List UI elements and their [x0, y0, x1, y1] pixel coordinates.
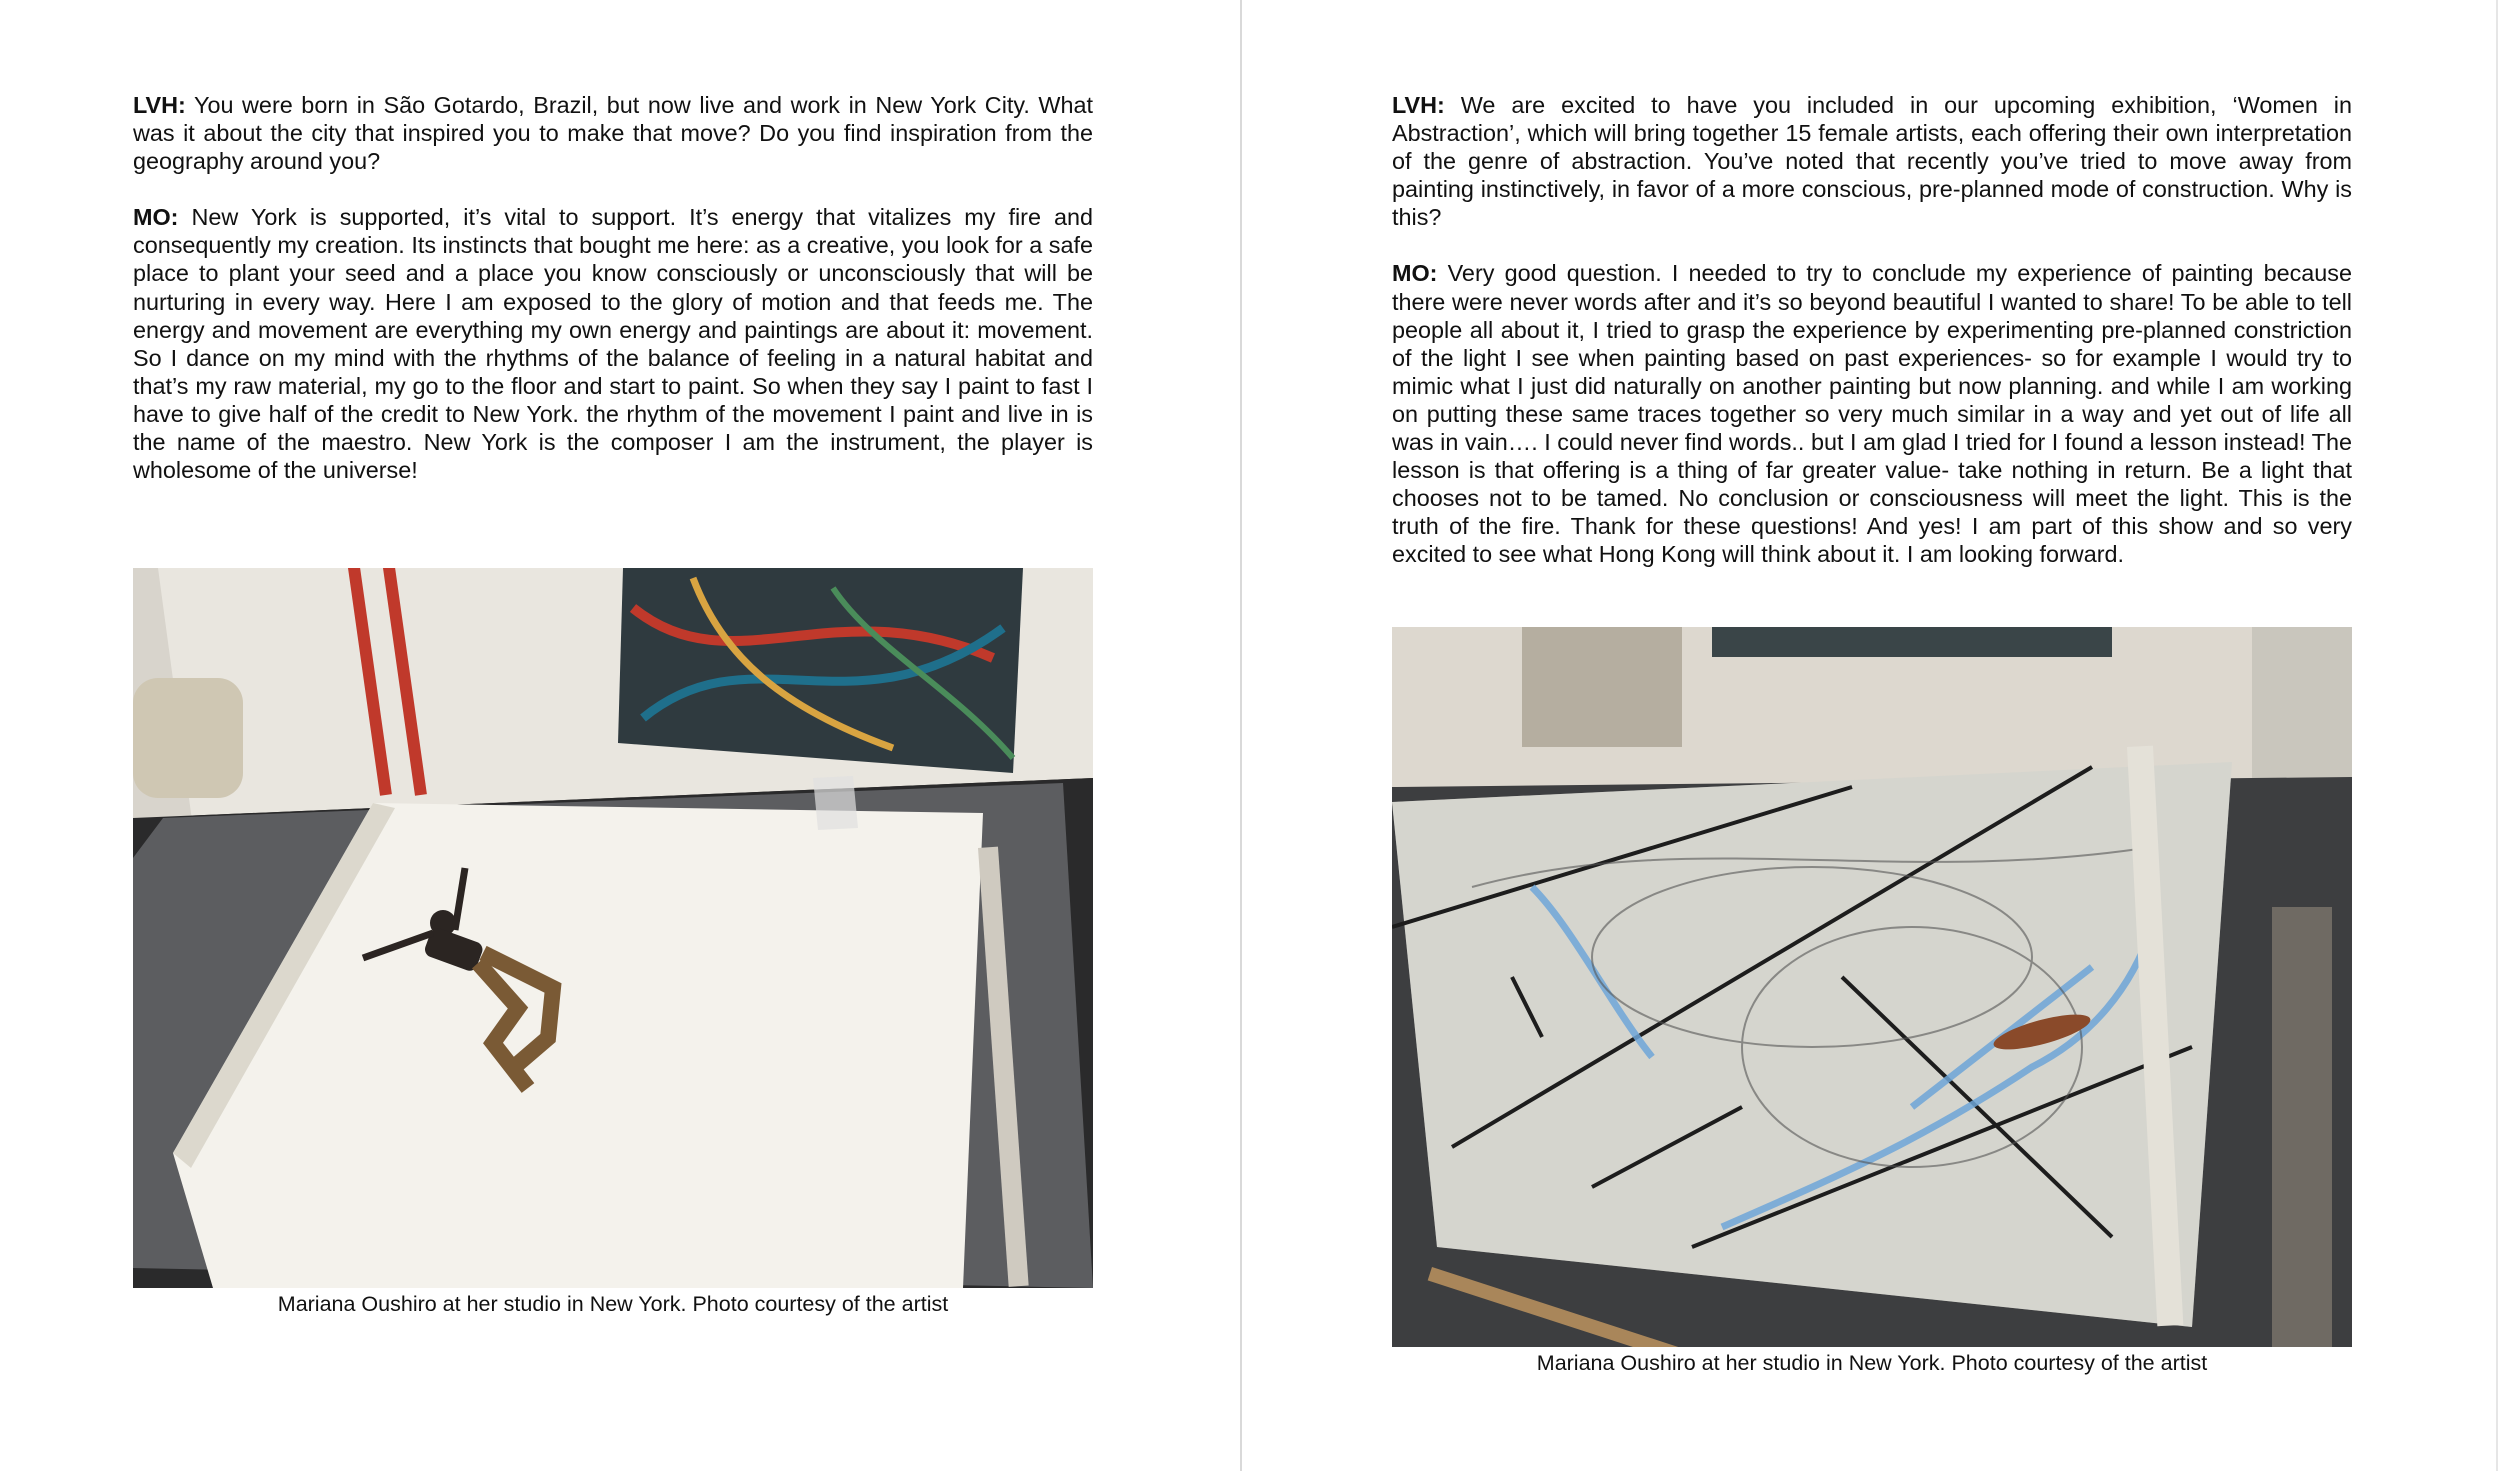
page-gutter: [1240, 0, 1242, 1471]
right-page: [1244, 0, 2500, 1471]
left-interview-text: [133, 91, 1093, 512]
question-2: [1392, 91, 2352, 231]
speaker-label: MO:: [1392, 260, 1438, 287]
speaker-label: LVH:: [133, 92, 186, 118]
answer-1: [133, 203, 1093, 484]
right-interview-text: [1392, 91, 2352, 597]
question-1: [133, 91, 1093, 175]
answer-1-text: New York is supported, it’s vital to support. It’s energy that vitalizes my fire and consequently my creation. Its instincts that bought me here: as a creative, you look for a safe place to plant your seed and a place you know consciously or unconsciously that will be nurturing in every way. Here I am exposed to the glory of motion and that feeds me. The energy and movement are everything my own energy and paintings are about it: movement. So I dance on my mind with the rhythms of the balance of feeling in a natural habitat and that’s my raw material, my go to the floor and start to paint. So when they say I paint to fast I have to give half of the credit to New York. the rhythm of the movement I paint and live in is the name of the maestro. New York is the composer I am the instrument, the player is wholesome of the universe!: [133, 204, 1094, 484]
studio-photo-artist-lying: [133, 568, 1093, 1288]
studio-photo-floor-canvas: [1392, 627, 2352, 1347]
photo-caption-left: Mariana Oushiro at her studio in New York. Photo courtesy of the artist: [277, 1292, 949, 1316]
question-2-text: We are excited to have you included in our upcoming exhibition, ‘Women in Abstraction’, which will bring together 15 female artists, each offering their own interpretation of the genre of abstraction. You’ve noted that recently you’ve tried to move away from painting instinctively, in favor of a more conscious, pre-planned mode of construction. Why is this?: [1392, 92, 2352, 231]
page-edge: [2496, 0, 2498, 1471]
speaker-label: MO:: [133, 204, 179, 231]
speaker-label: LVH:: [1392, 92, 1445, 118]
question-1-text: You were born in São Gotardo, Brazil, but now live and work in New York City. What was it about the city that inspired you to make that move? Do you find inspiration from the geography around you?: [133, 92, 1094, 175]
answer-2: [1392, 259, 2352, 568]
left-page: [0, 0, 1240, 1471]
photo-caption-right: Mariana Oushiro at her studio in New York. Photo courtesy of the artist: [1536, 1351, 2208, 1375]
answer-2-text: Very good question. I needed to try to conclude my experience of painting because there were never words after and it’s so beyond beautiful I wanted to share! To be able to tell people all about it, I tried to grasp the experience by experimenting pre-planned constriction of the light I see when painting based on past experiences- so for example I would try to mimic what I just did naturally on another painting but now planning. and while I am working on putting these same traces together so very much similar in a way and yet out of life all was in vain…. I could never find words.. but I am glad I tried for I found a lesson instead! The lesson is that offering is a thing of far greater value- take nothing in return. Be a light that chooses not to be tamed. No conclusion or consciousness will meet the light. This is the truth of the fire. Thank for these questions! And yes! I am part of this show and so very excited to see what Hong Kong will think about it. I am looking forward.: [1392, 260, 2353, 568]
